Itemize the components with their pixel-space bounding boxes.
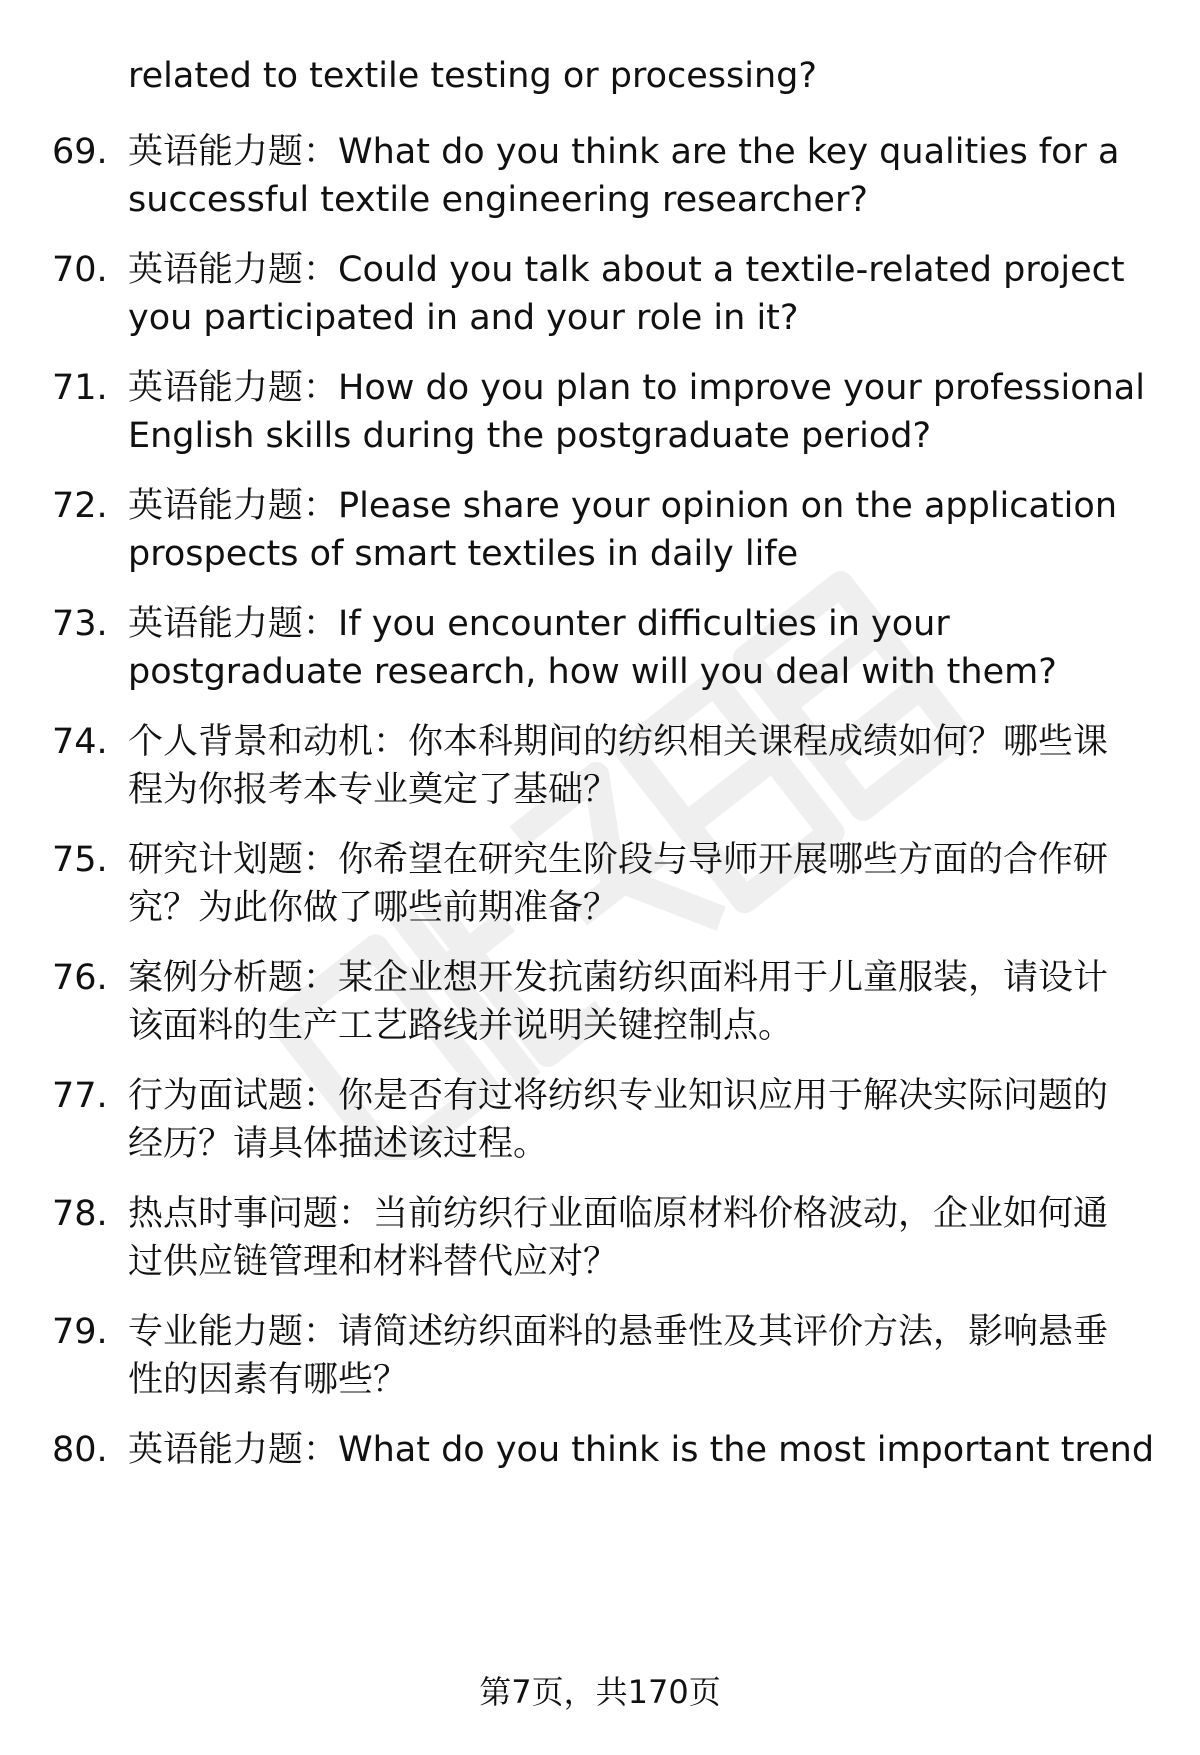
continuation-text: related to textile testing or processing? bbox=[128, 56, 817, 96]
item-text-line: 英语能力题：What do you think is the most important trend bbox=[128, 1430, 1155, 1470]
item-number: 71. bbox=[52, 368, 108, 408]
item-text-line: 案例分析题：某企业想开发抗菌纺织面料用于儿童服装，请设计 bbox=[128, 958, 1109, 998]
item-text-line: 究？为此你做了哪些前期准备？ bbox=[128, 888, 619, 928]
item-text-line: 专业能力题：请简述纺织面料的悬垂性及其评价方法，影响悬垂 bbox=[128, 1312, 1109, 1352]
item-text-line: 该面料的生产工艺路线并说明关键控制点。 bbox=[128, 1006, 794, 1046]
item-number: 80. bbox=[52, 1430, 108, 1470]
item-text-line: prospects of smart textiles in daily life bbox=[128, 534, 799, 574]
item-text-line: English skills during the postgraduate period? bbox=[128, 416, 932, 456]
item-number: 79. bbox=[52, 1312, 108, 1352]
item-number: 73. bbox=[52, 604, 108, 644]
item-text-line: 研究计划题：你希望在研究生阶段与导师开展哪些方面的合作研 bbox=[128, 840, 1109, 880]
item-text-line: 热点时事问题：当前纺织行业面临原材料价格波动，企业如何通 bbox=[128, 1194, 1109, 1234]
item-number: 75. bbox=[52, 840, 108, 880]
item-text-line: 过供应链管理和材料替代应对？ bbox=[128, 1242, 619, 1282]
item-text-line: 经历？请具体描述该过程。 bbox=[128, 1124, 549, 1164]
item-text-line: 个人背景和动机：你本科期间的纺织相关课程成绩如何？哪些课 bbox=[128, 722, 1109, 762]
item-text-line: 性的因素有哪些？ bbox=[128, 1360, 409, 1400]
item-text-line: postgraduate research, how will you deal with them? bbox=[128, 652, 1057, 692]
page-number-footer: 第7页，共170页 bbox=[479, 1673, 721, 1711]
item-text-line: 行为面试题：你是否有过将纺织专业知识应用于解决实际问题的 bbox=[128, 1076, 1109, 1116]
item-number: 78. bbox=[52, 1194, 108, 1234]
item-text-line: you participated in and your role in it? bbox=[128, 298, 799, 338]
item-text-line: 英语能力题：Please share your opinion on the application bbox=[128, 486, 1118, 526]
item-number: 77. bbox=[52, 1076, 108, 1116]
item-number: 69. bbox=[52, 132, 108, 172]
item-number: 76. bbox=[52, 958, 108, 998]
item-text-line: 英语能力题：If you encounter difficulties in your bbox=[128, 604, 950, 644]
item-text-line: 英语能力题：How do you plan to improve your professional bbox=[128, 368, 1145, 408]
item-number: 74. bbox=[52, 722, 108, 762]
item-number: 70. bbox=[52, 250, 108, 290]
item-text-line: 英语能力题：What do you think are the key qualities for a bbox=[128, 132, 1120, 172]
item-number: 72. bbox=[52, 486, 108, 526]
item-text-line: 程为你报考本专业奠定了基础？ bbox=[128, 770, 619, 810]
item-text-line: 英语能力题：Could you talk about a textile-related project bbox=[128, 250, 1125, 290]
item-text-line: successful textile engineering researcher? bbox=[128, 180, 868, 220]
